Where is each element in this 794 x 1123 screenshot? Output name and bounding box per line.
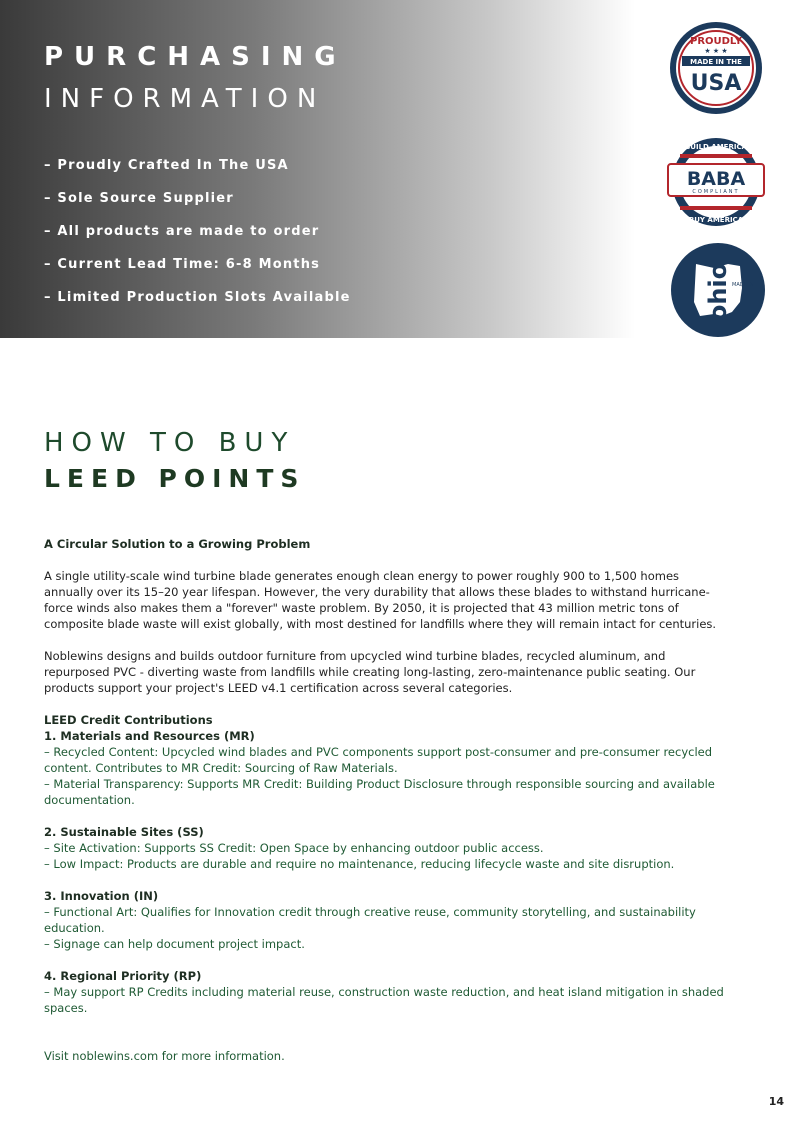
contributions-title: LEED Credit Contributions <box>44 713 213 727</box>
in-item-2: – Signage can help document project impact. <box>44 937 305 951</box>
section-heading-in: 3. Innovation (IN) <box>44 889 159 903</box>
baba-badge-main: BABA <box>686 168 746 190</box>
usa-badge-mid: MADE IN THE <box>690 58 742 66</box>
purchasing-bullet: – Current Lead Time: 6-8 Months <box>44 257 321 272</box>
baba-badge-bottom: BUY AMERICA <box>688 216 744 224</box>
ss-item-2: – Low Impact: Products are durable and require no maintenance, reducing lifecycle waste and site disruption. <box>44 857 675 871</box>
footer-link-text[interactable]: Visit noblewins.com for more information. <box>44 1049 285 1063</box>
ss-item-1: – Site Activation: Supports SS Credit: Open Space by enhancing outdoor public access. <box>44 841 544 855</box>
in-item-1: – Functional Art: Qualifies for Innovation credit through creative reuse, community storytelling, and sustainability education. <box>44 905 696 935</box>
section-heading-ss: 2. Sustainable Sites (SS) <box>44 825 204 839</box>
svg-text:★ ★ ★: ★ ★ ★ <box>704 47 728 55</box>
section-heading-rp: 4. Regional Priority (RP) <box>44 969 202 983</box>
purchasing-bullet: – Limited Production Slots Available <box>44 290 351 305</box>
usa-badge-main: USA <box>690 71 742 96</box>
how-to-buy-heading: HOW TO BUY <box>44 428 296 458</box>
purchasing-bullet: – Sole Source Supplier <box>44 191 234 206</box>
company-paragraph: Noblewins designs and builds outdoor furniture from upcycled wind turbine blades, recycled aluminum, and repurposed PVC - diverting waste from landfills while creating long-lasting, zero-maintenance public seating. Our products support your project's LEED v4.1 certification across several categories. <box>44 649 696 695</box>
purchasing-title: PURCHASING <box>44 42 347 72</box>
leed-points-heading: LEED POINTS <box>44 464 306 493</box>
baba-badge-sub: COMPLIANT <box>692 189 740 195</box>
page-number: 14 <box>768 1095 784 1108</box>
purchasing-bullet: – Proudly Crafted In The USA <box>44 158 289 173</box>
information-title: INFORMATION <box>44 84 326 114</box>
mr-item-1: – Recycled Content: Upcycled wind blades and PVC components support post-consumer and pre-consumer recycled content. Contributes to MR Credit: Sourcing of Raw Materials. <box>44 745 713 775</box>
made-in-ohio-badge <box>670 242 766 338</box>
usa-badge-top: PROUDLY <box>689 36 743 47</box>
leed-body <box>44 536 724 1064</box>
baba-badge-top: BUILD AMERICA <box>684 143 748 151</box>
purchasing-bullet: – All products are made to order <box>44 224 320 239</box>
section-heading-mr: 1. Materials and Resources (MR) <box>44 729 255 743</box>
mr-item-2: – Material Transparency: Supports MR Credit: Building Product Disclosure through responsible sourcing and available documentation. <box>44 777 715 807</box>
intro-paragraph: A single utility-scale wind turbine blade generates enough clean energy to power roughly 900 to 1,500 homes annually over its 15–20 year lifespan. However, the very durability that allows these blades to withstand hurricane-force winds also makes them a "forever" waste problem. By 2050, it is projected that 43 million metric tons of composite blade waste will exist globally, with most destined for landfills where they will remain intact for centuries. <box>44 569 717 631</box>
made-in-usa-badge <box>668 20 764 116</box>
section-subtitle: A Circular Solution to a Growing Problem <box>44 537 311 551</box>
rp-item-1: – May support RP Credits including material reuse, construction waste reduction, and heat island mitigation in shaded spaces. <box>44 985 724 1015</box>
ohio-badge-main: ohio <box>704 262 732 322</box>
baba-compliant-badge <box>666 134 766 230</box>
ohio-badge-small: MADE IN <box>732 282 754 288</box>
